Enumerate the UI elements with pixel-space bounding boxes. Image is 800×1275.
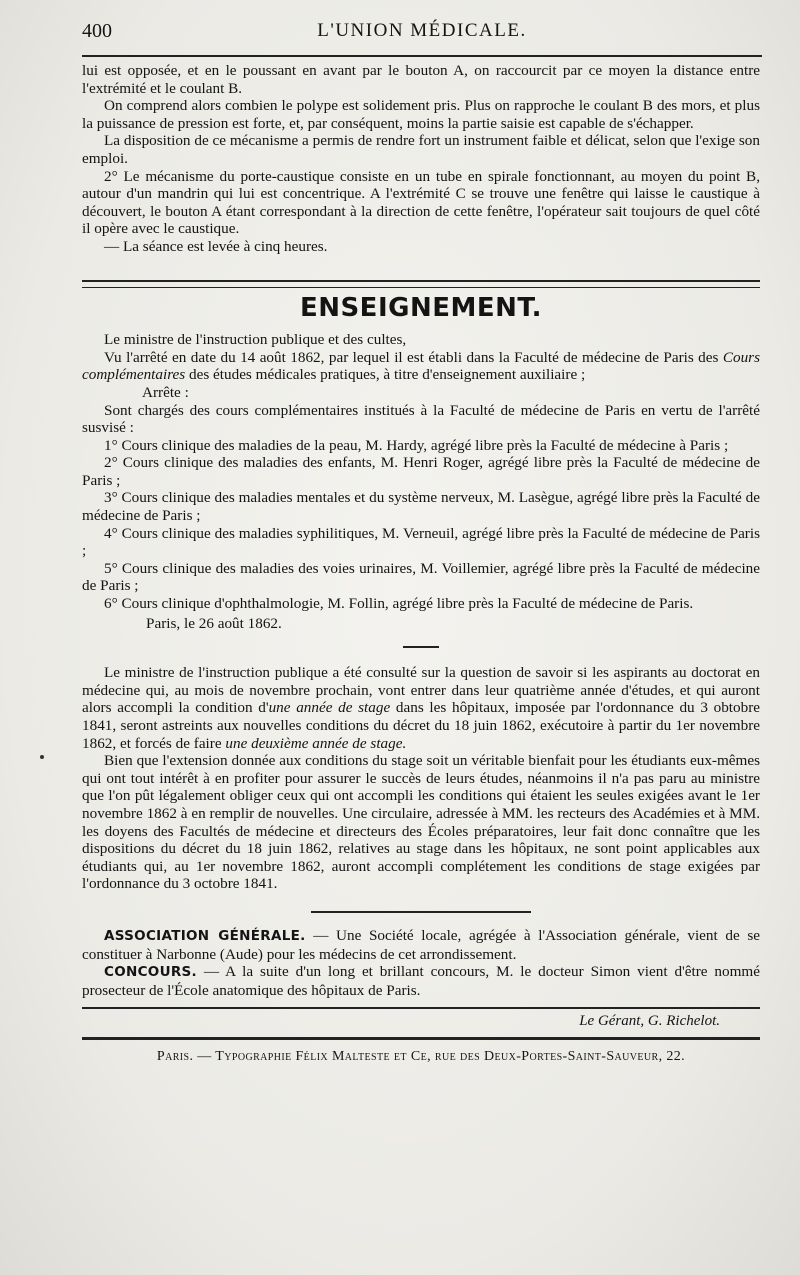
printer-imprint: Paris. — Typographie Félix Malteste et Ce, rue des Deux-Portes-Saint-Sauveur, 22.	[156, 1048, 686, 1064]
paragraph	[82, 664, 760, 752]
header-rule	[82, 55, 762, 57]
paragraph	[82, 349, 760, 384]
text-run: — A la suite d'un long et brillant concours, M. le docteur Simon vient d'être nommé prosecteur de l'École anatomique des hôpitaux de Paris.	[82, 963, 760, 999]
text-run: — Une Société locale, agrégée à l'Association générale, vient de se constituer à Narbonne (Aude) pour les médecins de cet arrondissement.	[82, 926, 760, 963]
footer-rule	[82, 1007, 760, 1009]
margin-mark	[40, 755, 44, 759]
section-title: ENSEIGNEMENT.	[299, 292, 543, 323]
article-body	[82, 62, 760, 1066]
course-item: 1° Cours clinique des maladies de la peau, M. Hardy, agrégé libre près la Faculté de médecine à Paris ;	[104, 436, 729, 454]
paragraph: La disposition de ce mécanisme a permis de rendre fort un instrument faible et délicat, selon que l'exige son emploi.	[82, 132, 760, 167]
text-run: Le ministre de l'instruction publique a été consulté sur la question de savoir si les aspirants au doctorat en médecine qui, au mois de novembre prochain, vont entrer dans leur quatrième année d'études, et qui auront alors accompli la condition d'	[82, 664, 760, 717]
section-divider	[82, 280, 760, 288]
paragraph: On comprend alors combien le polype est solidement pris. Plus on rapproche le coulant B des mors, et plus la puissance de pression est forte, et, par conséquent, moins la partie saisie est capable de s'échapper.	[82, 97, 760, 132]
session-closing-line: — La séance est levée à cinq heures.	[104, 237, 328, 255]
news-divider	[311, 911, 531, 913]
news-item	[82, 963, 760, 999]
paragraph: 2° Le mécanisme du porte-caustique consiste en un tube en spirale fonctionnant, au moyen du point B, autour d'un mandrin qui lui est concentrique. A l'extrémité C se trouve une fenêtre qui laisse le caustique à découvert, le bouton A étant correspondant à la direction de cette fenêtre, l'opérateur sait toujours de quel côté il opère avec le caustique.	[82, 167, 760, 238]
course-item: 3° Cours clinique des maladies mentales et du système nerveux, M. Lasègue, agrégé libre près la Faculté de médecine de Paris ;	[82, 489, 760, 525]
page-number: 400	[82, 20, 112, 42]
paragraph: Sont chargés des cours complémentaires institués à la Faculté de médecine de Paris en vertu de l'arrêté susvisé :	[82, 401, 760, 437]
text-run: des études médicales pratiques, à titre d'enseignement auxiliaire ;	[185, 366, 586, 384]
course-item: 2° Cours clinique des maladies des enfants, M. Henri Roger, agrégé libre près la Faculté de médecine de Paris ;	[82, 454, 760, 489]
news-heading: CONCOURS.	[104, 964, 197, 981]
course-item: 6° Cours clinique d'ophthalmologie, M. Follin, agrégé libre près la Faculté de médecine de Paris.	[104, 595, 694, 613]
footer-rule	[82, 1037, 760, 1040]
news-item	[82, 927, 760, 963]
text-run: Vu l'arrêté en date du 14 août 1862, par lequel il est établi dans la Faculté de médecine de Paris des	[104, 348, 723, 366]
page-header	[82, 20, 762, 46]
short-divider	[403, 646, 439, 648]
manager-text: Le Gérant, G. Richelot.	[579, 1013, 720, 1030]
decree-date: Paris, le 26 août 1862.	[146, 614, 282, 632]
italic-text: Cours complémentaires	[82, 348, 760, 384]
course-item: 5° Cours clinique des maladies des voies urinaires, M. Voillemier, agrégé libre près la Faculté de médecine de Paris ;	[82, 559, 760, 595]
journal-title: L'UNION MÉDICALE.	[317, 20, 527, 41]
paragraph: Bien que l'extension donnée aux conditions du stage soit un véritable bienfait pour les étudiants eux-mêmes qui ont tout intérêt à en profiter pour assurer le succès de leurs études, néanmoins il n'a pas paru au ministre que l'on pût légalement obliger ceux qui ont accompli les conditions qui étaient les seules exigées avant le 1er novembre 1862 à en remplir de nouvelles. Une circulaire, adressée à MM. les recteurs des Académies et à MM. les doyens des Facultés de médecine et directeurs des Écoles préparatoires, leur fait donc connaître que les dispositions du décret du 18 juin 1862, relatives au stage dans les hôpitaux, ne sont point applicables aux étudiants qui, au 1er novembre 1862, auront accompli complétement les conditions de stage exigées par l'ordonnance du 3 octobre 1841.	[82, 752, 760, 893]
arrete-label: Arrête :	[142, 383, 189, 401]
text-run: dans les hôpitaux, imposée par l'ordonnance du 3 obtobre 1841, seront astreints aux nouvelles conditions du décret du 18 juin 1862, exécutoire à partir du 1er novembre 1862, et forcés de faire	[82, 699, 760, 752]
paragraph: lui est opposée, et en le poussant en avant par le bouton A, on raccourcit par ce moyen la distance entre l'extrémité et le coulant B.	[82, 62, 760, 97]
paragraph: Le ministre de l'instruction publique et des cultes,	[104, 331, 407, 349]
italic-text: une année de stage	[268, 699, 391, 717]
manager-signature	[82, 1013, 760, 1031]
italic-text: une deuxième année de stage.	[225, 734, 407, 752]
news-heading: ASSOCIATION GÉNÉRALE.	[104, 927, 306, 944]
course-item: 4° Cours clinique des maladies syphilitiques, M. Verneuil, agrégé libre près la Faculté de médecine de Paris ;	[82, 524, 760, 560]
